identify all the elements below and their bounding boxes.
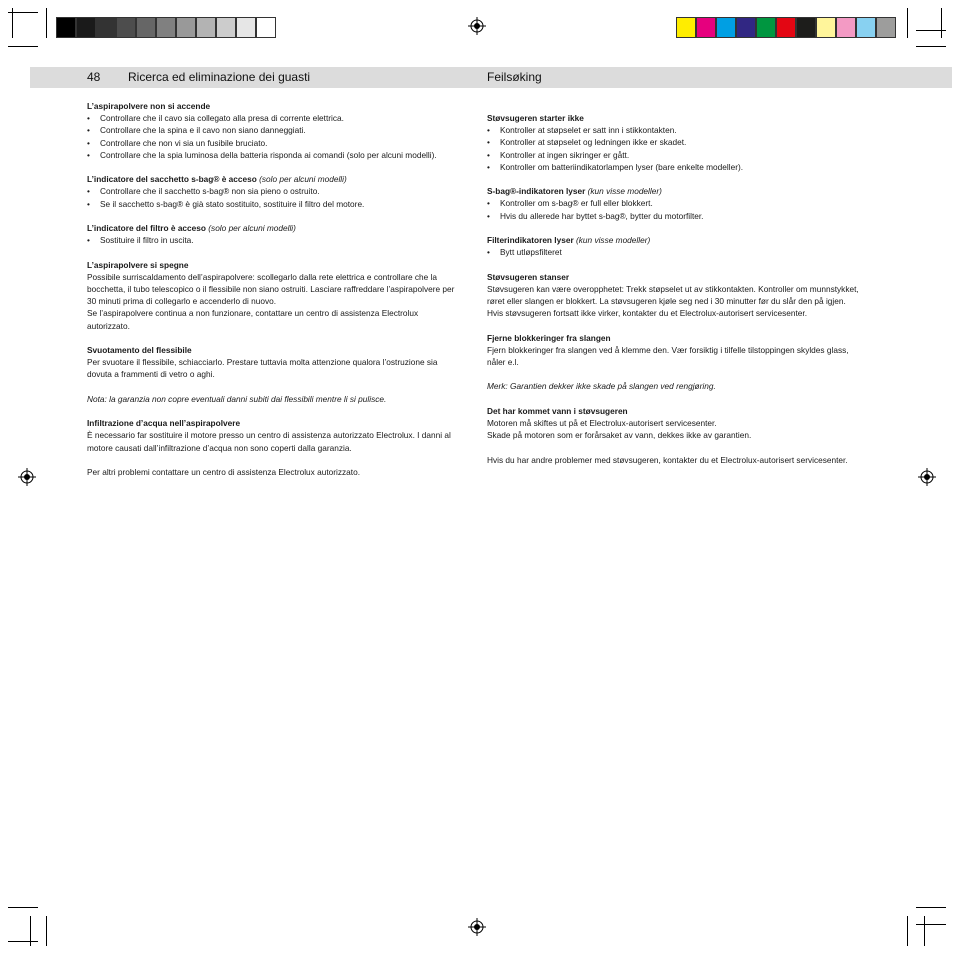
section-title: Infiltrazione d’acqua nell’aspirapolvere (87, 418, 241, 429)
paragraph: Hvis støvsugeren fortsatt ikke virker, kontakter du et Electrolux-autorisert servicesenter. (487, 308, 808, 319)
italian-column (87, 100, 462, 490)
color-swatch (116, 17, 136, 38)
registration-mark-icon (468, 17, 486, 35)
paragraph: Se l’aspirapolvere continua a non funzionare, contattare un centro di assistenza Electrolux autorizzato. (87, 308, 419, 331)
color-swatch (56, 17, 76, 38)
section (87, 417, 462, 454)
crop-mark (30, 916, 31, 946)
crop-mark (8, 907, 38, 908)
crop-mark (941, 8, 942, 38)
section (487, 185, 862, 222)
crop-mark (46, 8, 47, 38)
color-swatch (216, 17, 236, 38)
crop-mark (12, 8, 13, 38)
crop-mark (8, 941, 38, 942)
color-swatch (676, 17, 696, 38)
list-item: • Controllare che la spina e il cavo non siano danneggiati. (87, 124, 462, 136)
crop-mark (907, 916, 908, 946)
color-swatch (76, 17, 96, 38)
color-swatch (716, 17, 736, 38)
list-item: • Kontroller at støpselet er satt inn i stikkontakten. (487, 124, 862, 136)
section (87, 222, 462, 246)
section-title: L’aspirapolvere non si accende (87, 101, 211, 111)
section-subtitle: (solo per alcuni modelli) (259, 174, 347, 185)
paragraph: Hvis du har andre problemer med støvsugeren, kontakter du et Electrolux-autorisert servicesenter. (487, 454, 848, 465)
section-title: Svuotamento del flessibile (87, 345, 192, 355)
section-title: S-bag®-indikatoren lyser (487, 186, 586, 197)
section (87, 344, 462, 381)
color-swatch (876, 17, 896, 38)
paragraph: Støvsugeren kan være overopphetet: Trekk støpselet ut av stikkontakten. Kontroller om munnstykket, røret eller slangen er blokkert. La støvsugeren kjøle seg ned i 30 minutter før du slår den på igjen. (487, 283, 859, 306)
list-item: • Controllare che il cavo sia collegato alla presa di corrente elettrica. (87, 112, 462, 124)
section (87, 393, 462, 405)
crop-mark (916, 924, 946, 925)
section-heading (487, 112, 862, 124)
left-title: Ricerca ed eliminazione dei guasti (128, 70, 311, 84)
paragraph: Possibile surriscaldamento dell’aspirapolvere: scollegarlo dalla rete elettrica e controllare che la bocchetta, il tubo telescopico o il flessibile non siano ostruiti. Lasciare raffreddare l’aspirapolvere per 30 minuti prima di collegarlo e accenderlo di nuovo. (87, 271, 455, 307)
page-header (30, 67, 952, 88)
section-heading (87, 173, 462, 185)
section (487, 112, 862, 173)
list-item: • Controllare che la spia luminosa della batteria risponda ai comandi (solo per alcuni modelli). (87, 149, 462, 161)
color-swatch (736, 17, 756, 38)
section-subtitle: (kun visse modeller) (576, 235, 651, 245)
section (487, 405, 862, 442)
color-swatch (136, 17, 156, 38)
color-swatch (176, 17, 196, 38)
section-title: L’indicatore del sacchetto s-bag® è acceso (87, 174, 257, 185)
list-item: • Hvis du allerede har byttet s-bag®, bytter du motorfilter. (487, 210, 862, 222)
list-item: • Bytt utløpsfilteret (487, 246, 862, 258)
section (487, 380, 862, 392)
color-bar (676, 17, 896, 38)
section-title: Støvsugeren starter ikke (487, 113, 584, 123)
color-swatch (816, 17, 836, 38)
paragraph: È necessario far sostituire il motore presso un centro di assistenza autorizzato Electrolux. I danni al motore causati dall’infiltrazione d’acqua non sono coperti dalla garanzia. (87, 430, 451, 453)
list-item: • Controllare che il sacchetto s-bag® non sia pieno o ostruito. (87, 185, 462, 197)
color-swatch (256, 17, 276, 38)
registration-mark-icon (18, 468, 36, 486)
color-swatch (96, 17, 116, 38)
section-heading (487, 185, 862, 197)
section-subtitle: (solo per alcuni modelli) (208, 223, 296, 233)
list-item: • Kontroller at støpselet og ledningen ikke er skadet. (487, 136, 862, 148)
color-swatch (796, 17, 816, 38)
crop-mark (8, 46, 38, 47)
section-heading (487, 332, 862, 344)
section-subtitle: (kun visse modeller) (587, 186, 662, 197)
list-item: • Controllare che non vi sia un fusibile bruciato. (87, 137, 462, 149)
section-title: Fjerne blokkeringer fra slangen (487, 332, 611, 343)
section-heading (487, 405, 862, 417)
paragraph: Motoren må skiftes ut på et Electrolux-autorisert servicesenter. (487, 417, 717, 428)
section (87, 173, 462, 210)
section-heading (87, 417, 462, 429)
page-number: 48 (87, 70, 101, 84)
color-swatch (156, 17, 176, 38)
section (487, 271, 862, 320)
note-text: Nota: la garanzia non copre eventuali danni subiti dai flessibili mentre li si pulisce. (87, 393, 387, 404)
section-heading (87, 222, 462, 234)
bullet-list (87, 185, 462, 209)
list-item: • Se il sacchetto s-bag® è già stato sostituito, sostituire il filtro del motore. (87, 198, 462, 210)
section-heading (487, 234, 862, 246)
paragraph: Per altri problemi contattare un centro di assistenza Electrolux autorizzato. (87, 466, 361, 477)
section-title: L’aspirapolvere si spegne (87, 259, 189, 270)
section-heading (487, 271, 862, 283)
crop-mark (916, 907, 946, 908)
color-swatch (856, 17, 876, 38)
crop-mark (907, 8, 908, 38)
color-swatch (776, 17, 796, 38)
section-heading (87, 100, 462, 112)
list-item: • Kontroller at ingen sikringer er gått. (487, 149, 862, 161)
section-heading (87, 259, 462, 271)
paragraph: Fjern blokkeringer fra slangen ved å klemme den. Vær forsiktig i tilfelle tilstoppingen skyldes glass, nåler e.l. (487, 344, 849, 367)
section-heading (87, 344, 462, 356)
bullet-list (487, 124, 862, 173)
section-title: Filterindikatoren lyser (487, 235, 574, 245)
bullet-list (487, 246, 862, 258)
color-swatch (696, 17, 716, 38)
section-title: Støvsugeren stanser (487, 271, 570, 282)
section-title: Det har kommet vann i støvsugeren (487, 405, 628, 416)
section (487, 454, 862, 466)
section (87, 466, 462, 478)
paragraph: Per svuotare il flessibile, schiacciarlo. Prestare tuttavia molta attenzione qualora l’ostruzione sia dovuta a frammenti di vetro o aghi. (87, 357, 438, 380)
list-item: • Kontroller om s-bag® er full eller blokkert. (487, 197, 862, 209)
registration-mark-icon (468, 918, 486, 936)
color-swatch (196, 17, 216, 38)
color-swatch (236, 17, 256, 38)
right-title: Feilsøking (487, 70, 542, 84)
section-title: L’indicatore del filtro è acceso (87, 223, 206, 233)
section (87, 100, 462, 161)
list-item: • Kontroller om batteriindikatorlampen lyser (bare enkelte modeller). (487, 161, 862, 173)
bullet-list (87, 112, 462, 161)
note-text: Merk: Garantien dekker ikke skade på slangen ved rengjøring. (487, 381, 716, 392)
grayscale-bar (56, 17, 276, 38)
list-item: • Sostituire il filtro in uscita. (87, 234, 462, 246)
crop-mark (924, 916, 925, 946)
color-swatch (836, 17, 856, 38)
section (87, 259, 462, 332)
paragraph: Skade på motoren som er forårsaket av vann, dekkes ikke av garantien. (487, 430, 752, 441)
bullet-list (487, 197, 862, 221)
registration-mark-icon (918, 468, 936, 486)
bullet-list (87, 234, 462, 246)
section (487, 332, 862, 369)
crop-mark (46, 916, 47, 946)
section (487, 234, 862, 258)
color-swatch (756, 17, 776, 38)
norwegian-column (487, 112, 862, 478)
crop-mark (916, 46, 946, 47)
